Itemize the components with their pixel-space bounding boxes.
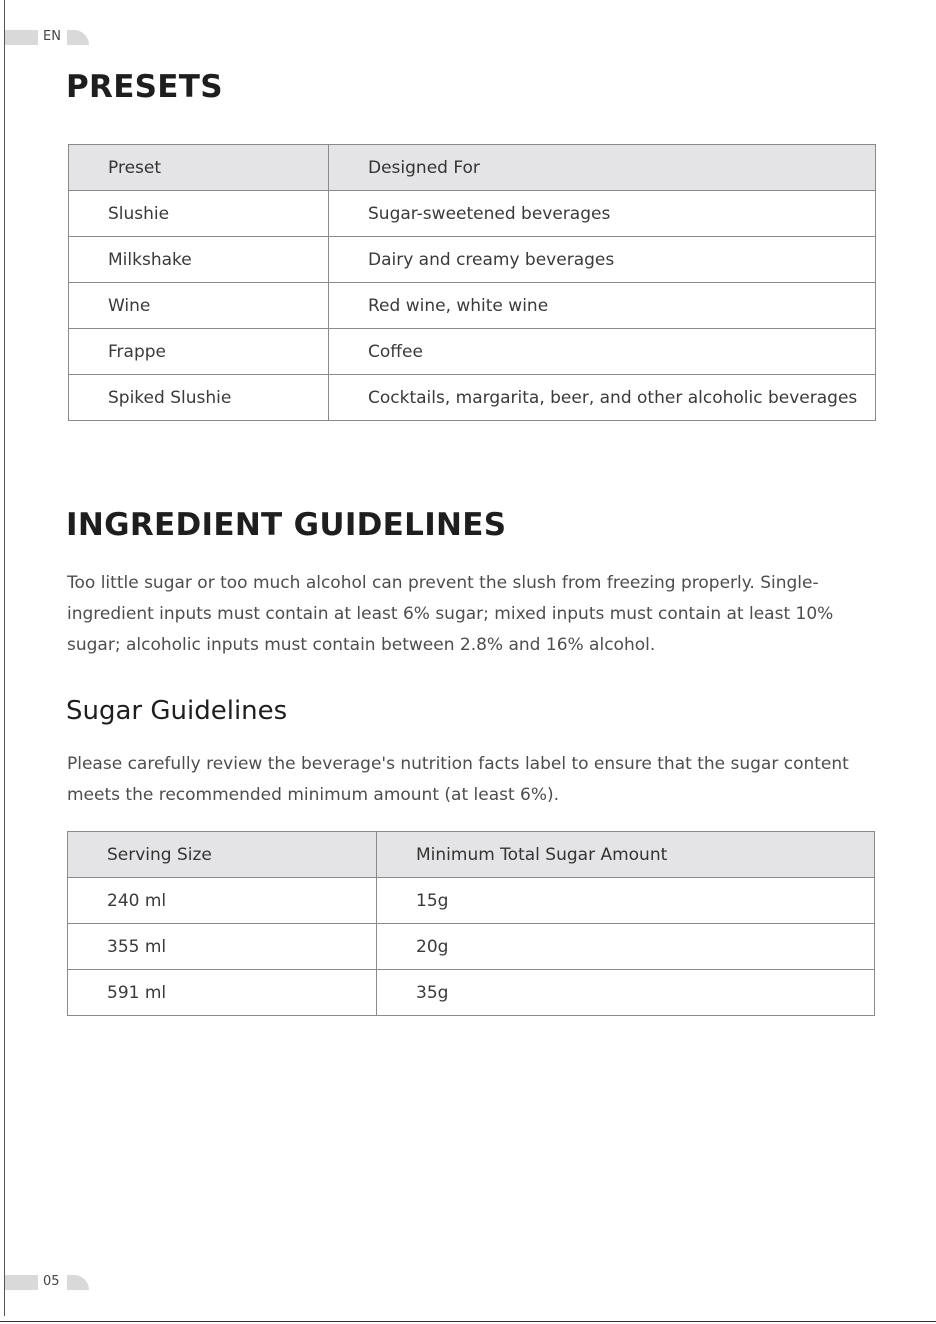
table-cell: Coffee [329,329,876,375]
table-row [69,329,876,375]
ingredient-guidelines-title: INGREDIENT GUIDELINES [66,507,507,543]
table-cell: Frappe [69,329,329,375]
presets-table [68,144,876,421]
ingredient-guidelines-body: Too little sugar or too much alcohol can prevent the slush from freezing properly. Single-ingredient inputs must contain at least 6% sugar; mixed inputs must contain at least 10% sugar; alcoholic inputs must contain between 2.8% and 16% alcohol. [67,573,834,655]
table-cell: Wine [69,283,329,329]
table-cell: Dairy and creamy beverages [329,237,876,283]
sugar-guidelines-title: Sugar Guidelines [66,696,288,726]
table-cell: Red wine, white wine [329,283,876,329]
table-row [68,878,875,924]
table-cell: 240 ml [68,878,377,924]
page-number: 05 [43,1274,60,1289]
table-cell: 591 ml [68,970,377,1016]
table-cell: Cocktails, margarita, beer, and other alcoholic beverages [329,375,876,421]
sugar-table [67,831,875,1016]
table-row [69,283,876,329]
table-cell: 355 ml [68,924,377,970]
table-cell: 35g [377,970,875,1016]
table-cell: Slushie [69,191,329,237]
table-cell: Milkshake [69,237,329,283]
presets-title: PRESETS [66,69,223,105]
column-header: Serving Size [68,832,377,878]
language-label: EN [43,29,61,44]
column-header: Minimum Total Sugar Amount [377,832,875,878]
table-row [69,237,876,283]
table-cell: 20g [377,924,875,970]
table-row [69,191,876,237]
table-header-row [69,145,876,191]
column-header: Preset [69,145,329,191]
left-margin-rule [4,0,5,1316]
column-header: Designed For [329,145,876,191]
table-cell: Spiked Slushie [69,375,329,421]
table-row [68,970,875,1016]
table-row [69,375,876,421]
table-cell: Sugar-sweetened beverages [329,191,876,237]
sugar-guidelines-body: Please carefully review the beverage's nutrition facts label to ensure that the sugar content meets the recommended minimum amount (at least 6%). [67,754,849,805]
table-header-row [68,832,875,878]
table-row [68,924,875,970]
table-cell: 15g [377,878,875,924]
bottom-rule [0,1321,936,1322]
